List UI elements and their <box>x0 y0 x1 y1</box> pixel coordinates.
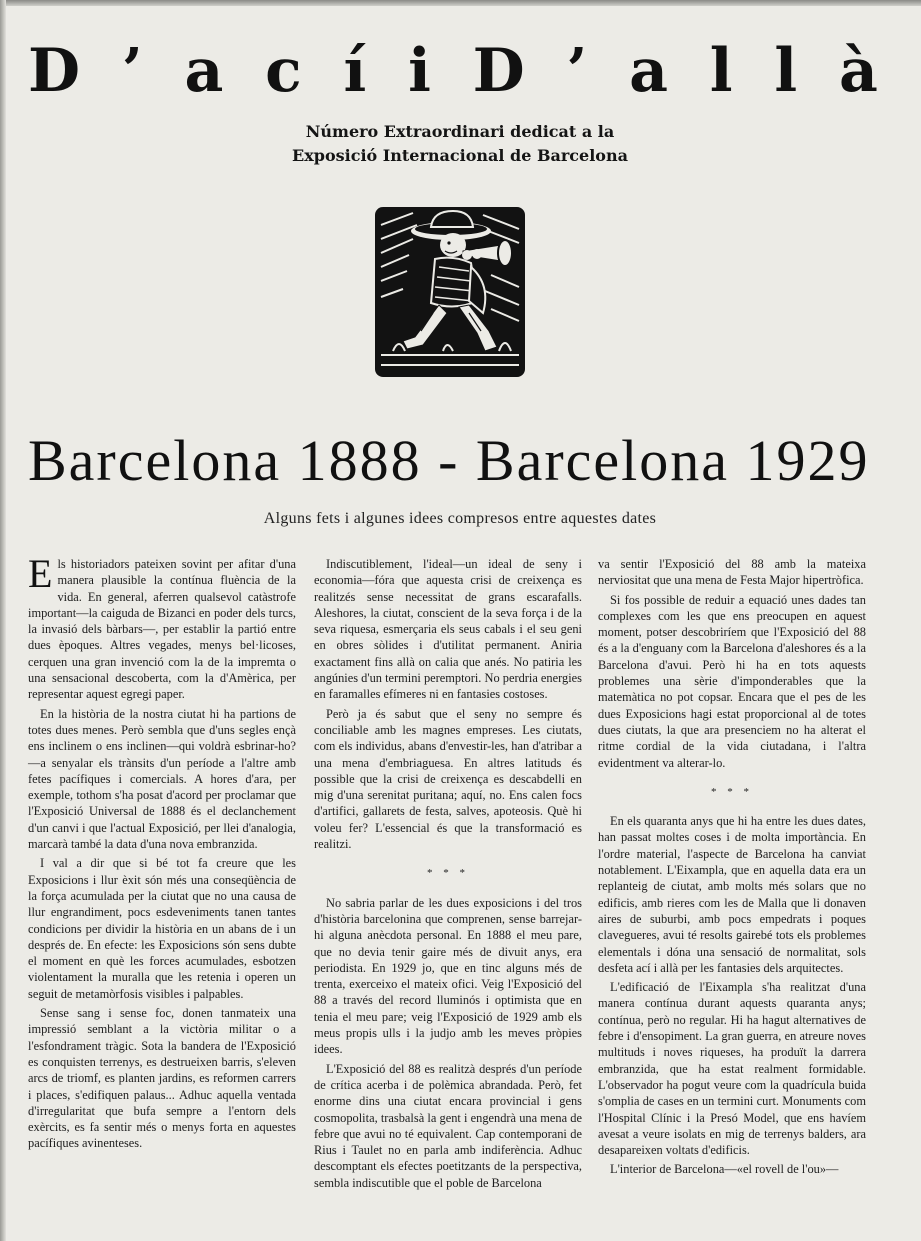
section-separator: * * * <box>427 867 469 880</box>
article-column-1 <box>28 551 296 1155</box>
paragraph: Però ja és sabut que el seny no sempre és conciliable amb les magnes empreses. Les ciutats, com els individus, abans d'envestir-les, han d'atribar a una mena d'embriaguesa. En altres latituds és possible que la crisi de creixença es descabdelli en mig d'una serenitat puritana; aquí, no. Ens calen focs d'artifici, gallarets de festa, salves, apoteosis. Què hi voleu fer? L'essencial és que la transformació es realitzi. <box>314 706 582 852</box>
masthead-letter: à <box>838 36 878 106</box>
paragraph: L'Exposició del 88 es realitzà després d'un període de crítica acerba i de polèmica abrandada. Però, fet enorme dins una ciutat encara provincial i gens cosmopolita, trasbalsà la gent i engendrà una mena de febre que avui no té equivalent. Cap contemporani de Rius i Taulet no en parla amb indiferència. Adhuc descomptant els efectes poetitzants de la perspectiva, sembla indiscutible que el poble de Barcelona <box>314 1061 582 1190</box>
paragraph: va sentir l'Exposició del 88 amb la mateixa nerviositat que una mena de Festa Major hipertròfica. <box>598 557 866 588</box>
masthead-letter: l <box>774 36 798 106</box>
masthead <box>28 36 878 106</box>
paragraph: Indiscutiblement, l'ideal—un ideal de seny i economia—fóra que aquesta crisi de creixença es realitzés sense necessitat de grans escarafalls. Aleshores, la ciutat, conscient de la seva força i de la seva riquesa, esmerçaria els seus cabals i el seu geni en obres sòlides i d'utilitat permanent. Aniria exactament fins allà on calia que anés. No patiria les angúnies d'un termini peremptori. No perdria energies en faramalles efímeres ni en fantasies costoses. <box>314 557 582 702</box>
paragraph: En els quaranta anys que hi ha entre les dues dates, han passat moltes coses i de molta importància. En l'ordre material, l'aspecte de Barcelona ha canviat notablement. L'Eixampla, que en aquella data era un replanteig de ciutat, amb molts més solars que no edificis, amb rieres com les de Malla que li donaven aires de suburbi, amb pocs empedrats i poques clavegueres, avui té resolts gairebé tots els problemes elementals i dóna una sensació de normalitat, sols desfeta ací i allà per les fantasies dels arquitectes. <box>598 814 866 975</box>
paragraph: L'edificació de l'Eixampla s'ha realitzat d'una manera contínua durant aquests quaranta anys; contínua, però no regular. Hi ha hagut alternatives de febre i d'ensopiment. La gran guerra, en atreure noves multituds i noves riqueses, ha produït la darrera embranzida, que ha estat realment formidable. L'observador ha pogut veure com la quadrícula buida s'omplia de cases en un termini curt. Monuments com l'Hospital Clínic i la Presó Model, que ens havíem avesat a veure isolats en mig de terrenys balders, ara desapareixen voltats d'edificis. <box>598 980 866 1158</box>
masthead-letter: a <box>629 36 669 106</box>
section-separator: * * * <box>711 785 753 798</box>
woodcut-trumpeter-illustration <box>373 205 527 379</box>
article-column-3 <box>598 556 866 1181</box>
paragraph: No sabria parlar de les dues exposicions i del tros d'història barcelonina que comprenen, sense barrejar-hi alguna anècdota personal. En 1888 el meu pare, que no devia tenir gaire més de divuit anys, era periodista. En 1929 jo, que en tinc alguns més de trenta, exerceixo el mateix ofici. Veig l'Exposició del 88 a través del record lluminós i optimista que en tenia el meu pare; veig l'Exposició de 1929 amb els meus propis ulls i la judjo amb les meves pròpies idees. <box>314 895 582 1057</box>
article-column-2 <box>314 556 582 1194</box>
masthead-letter: ’ <box>121 36 143 106</box>
masthead-letter: l <box>709 36 733 106</box>
paragraph: En la història de la nostra ciutat hi ha partions de totes dues menes. Però sembla que d'uns segles ençà ens inclinem o ens inclinen—qui voldrà esbrinar-ho?—a senyalar els trànsits d'un període a l'altre amb fetes pacífiques i comercials. A hores d'ara, per exemple, tothom s'ha posat d'acord per proclamar que l'Exposició Universal de 1888 és el declanchement d'un canvi i que l'actual Exposició, per llei d'analogia, marcarà també la data d'una nova embranzida. <box>28 706 296 852</box>
paragraph-text: ls historiadors pateixen sovint per afitar d'una manera plausible la contínua fluència de la vida. En general, aferren qualsevol catàstrofe important—la caiguda de Bizanci en poder dels turcs, la invasió dels bàrbars—, per establir la partió entre dues èpoques. Altres vegades, menys bel·licoses, cerquen una gran invenció com la de la impremta o una sensacional descoberta, com la d'Amèrica, per representar aquest egregi paper. <box>28 557 296 702</box>
masthead-letter: D <box>28 36 81 106</box>
paragraph: I val a dir que si bé tot fa creure que les Exposicions i llur èxit són més una conseqüència de la força acumulada per la ciutat que no una causa de llur engrandiment, pocs esdeveniments tanen tantes condicions per dividir la història en un abans de i un després de. En efecte: les Exposicions són sens dubte el moment en què les forces acumulades, esbotzen violentament la muralla que les retenia i operen un seguit de metamòrfosis visibles i palpables. <box>28 856 296 1001</box>
paragraph: L'interior de Barcelona—«el rovell de l'ou»— <box>610 1162 839 1177</box>
page-edge-top <box>0 0 921 6</box>
subtitle-line-2: Exposició Internacional de Barcelona <box>292 146 628 165</box>
masthead-letter: ’ <box>566 36 588 106</box>
paragraph <box>28 551 296 703</box>
masthead-letter: í <box>343 36 367 106</box>
page-edge-left <box>0 0 6 1241</box>
masthead-letter: a <box>184 36 224 106</box>
subtitle-line-1: Número Extraordinari dedicat a la <box>305 122 615 141</box>
masthead-letter: D <box>472 36 525 106</box>
paragraph: Sense sang i sense foc, donen tanmateix una impressió semblant a la victòria militar o a l'esfondrament tràgic. Sota la bandera de l'Exposició es conquisten terrenys, es destrueixen barris, s'eleven arcs de triomf, es planten jardins, es reformen carrers i places, s'edifiquen palaus... Adhuc aquella ventada d'irregularitat que bufa sempre a l'entorn dels exèrcits, es fa sentir més o menys forta en aquestes pacífiques avinenteses. <box>28 1006 296 1151</box>
article-headline: Barcelona 1888 - Barcelona 1929 <box>28 428 870 493</box>
article-deck: Alguns fets i algunes idees compresos entre aquestes dates <box>263 510 657 527</box>
masthead-letter: c <box>265 36 302 106</box>
drop-cap: E <box>28 551 53 596</box>
issue-subtitle <box>230 120 690 168</box>
masthead-letter: i <box>408 36 431 106</box>
paragraph: Si fos possible de reduir a equació unes dades tan complexes com les que ens preocupen en aquest moment, potser descobriríem que l'Exposició del 88 és a la d'enguany com la Barcelona d'aleshores és a la Barcelona d'avui. Però hi ha en tots aquests problemes una sèrie d'imponderables que la matemàtica no pot copsar. Encara que el pes de les dues Exposicions hagi estat proporcional al de totes dues ciutats, la que ara presenciem no ha alterat el ritme cordial de la vida ciutadana, i l'altra evidentment va alterar-lo. <box>598 592 866 770</box>
